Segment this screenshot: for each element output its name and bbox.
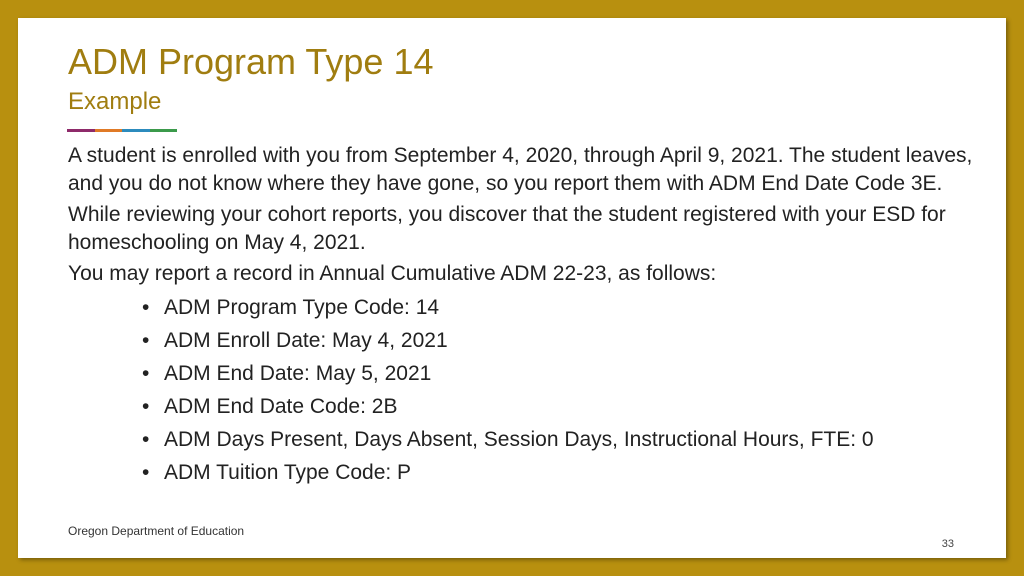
body-paragraph: You may report a record in Annual Cumulative ADM 22-23, as follows: <box>68 262 717 285</box>
bullet-item: • ADM End Date: May 5, 2021 <box>140 357 988 390</box>
bullet-item: • ADM Enroll Date: May 4, 2021 <box>140 324 988 357</box>
accent-segment <box>95 129 123 132</box>
slide-title: ADM Program Type 14 <box>68 41 434 82</box>
accent-segment <box>67 129 95 132</box>
slide-body <box>68 142 988 489</box>
bullet-item: • ADM Days Present, Days Absent, Session Days, Instructional Hours, FTE: 0 <box>140 423 988 456</box>
page-number: 33 <box>941 538 954 550</box>
body-paragraph: While reviewing your cohort reports, you discover that the student registered with your ESD for homeschooling on May 4, 2021. <box>68 203 946 254</box>
bullet-item: • ADM Tuition Type Code: P <box>140 456 988 489</box>
bullet-list <box>68 291 988 489</box>
slide <box>18 18 1006 558</box>
accent-segment <box>122 129 150 132</box>
bullet-item: • ADM Program Type Code: 14 <box>140 291 988 324</box>
body-paragraph: A student is enrolled with you from September 4, 2020, through April 9, 2021. The student leaves, and you do not know where they have gone, so you report them with ADM End Date Code 3E. <box>68 144 973 195</box>
slide-subtitle: Example <box>68 88 162 115</box>
footer-text: Oregon Department of Education <box>68 524 245 538</box>
accent-bar <box>67 129 177 132</box>
accent-segment <box>150 129 178 132</box>
bullet-item: • ADM End Date Code: 2B <box>140 390 988 423</box>
